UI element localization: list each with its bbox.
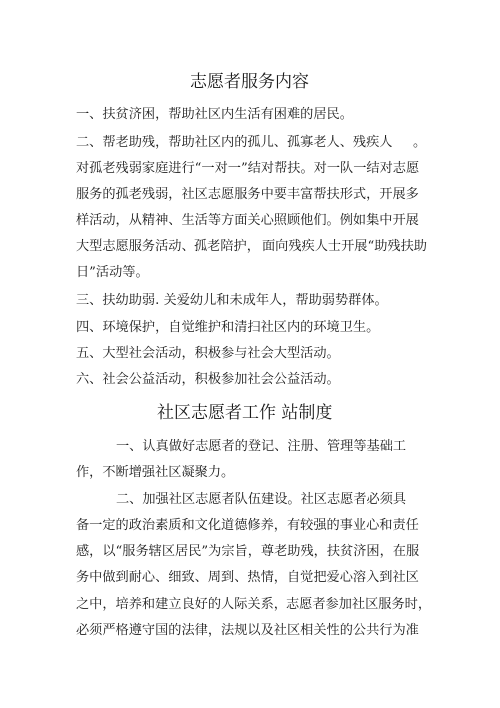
text-line: 样活动，从精神、生活等方面关心照顾他们。例如集中开展: [76, 213, 419, 228]
text-line: 感，以“服务辖区居民”为宗旨，尊老助残，扶贫济困，在服: [76, 544, 420, 559]
section-title-volunteer-content: 志愿者服务内容: [190, 72, 309, 92]
text-line: 必须严格遵守国的法律，法规以及社区相关性的公共行为准: [76, 623, 419, 638]
text-line: 二、加强社区志愿者队伍建设。社区志愿者必须具: [116, 492, 407, 507]
text-line: 。: [413, 135, 427, 150]
text-line: 四、环境保护，自觉维护和清扫社区内的环境卫生。: [76, 320, 380, 335]
text-line: 服务的孤老残弱，社区志愿服务中要丰富帮扶形式，开展多: [76, 187, 419, 202]
text-line: 志愿者参加社区服务时，: [286, 597, 432, 612]
text-line: 五、大型社会活动，积极参与社会大型活动。: [76, 346, 340, 361]
text-line: 面向残疾人士开展“助残扶助: [262, 239, 427, 254]
text-line: 一、认真做好志愿者的登记、注册、管理等基础工: [116, 439, 407, 454]
text-line: 备一定的政治素质和文化道德修养，有较强的事业心和责任: [76, 518, 419, 533]
section-title-workstation-rules: 社区志愿者工作 站制度: [157, 403, 333, 423]
text-line: 务中做到耐心、细致、周到、热情，自觉把爱心溶入到社区: [76, 570, 419, 585]
text-line: 孤老陪护，: [194, 239, 260, 254]
text-line: 六、社会公益活动，积极参加社会公益活动。: [76, 372, 340, 387]
text-line: 大型志愿服务活动、: [76, 239, 195, 254]
text-line: 日”活动等。: [76, 265, 149, 280]
text-line: 三、扶幼助弱. 关爱幼儿和未成年人，帮助弱势群体。: [76, 293, 388, 308]
text-line: 之中，培养和建立良好的人际关系，: [76, 597, 287, 612]
text-line: 作，不断增强社区凝聚力。: [76, 465, 235, 480]
text-line: 对孤老残弱家庭进行“一对一”结对帮扶。对一队一结对志愿: [76, 161, 420, 176]
text-line: 二、帮老助残，帮助社区内的孤儿、孤寡老人、残疾人: [76, 135, 393, 150]
text-line: 一、扶贫济困，帮助社区内生活有困难的居民。: [76, 107, 353, 122]
